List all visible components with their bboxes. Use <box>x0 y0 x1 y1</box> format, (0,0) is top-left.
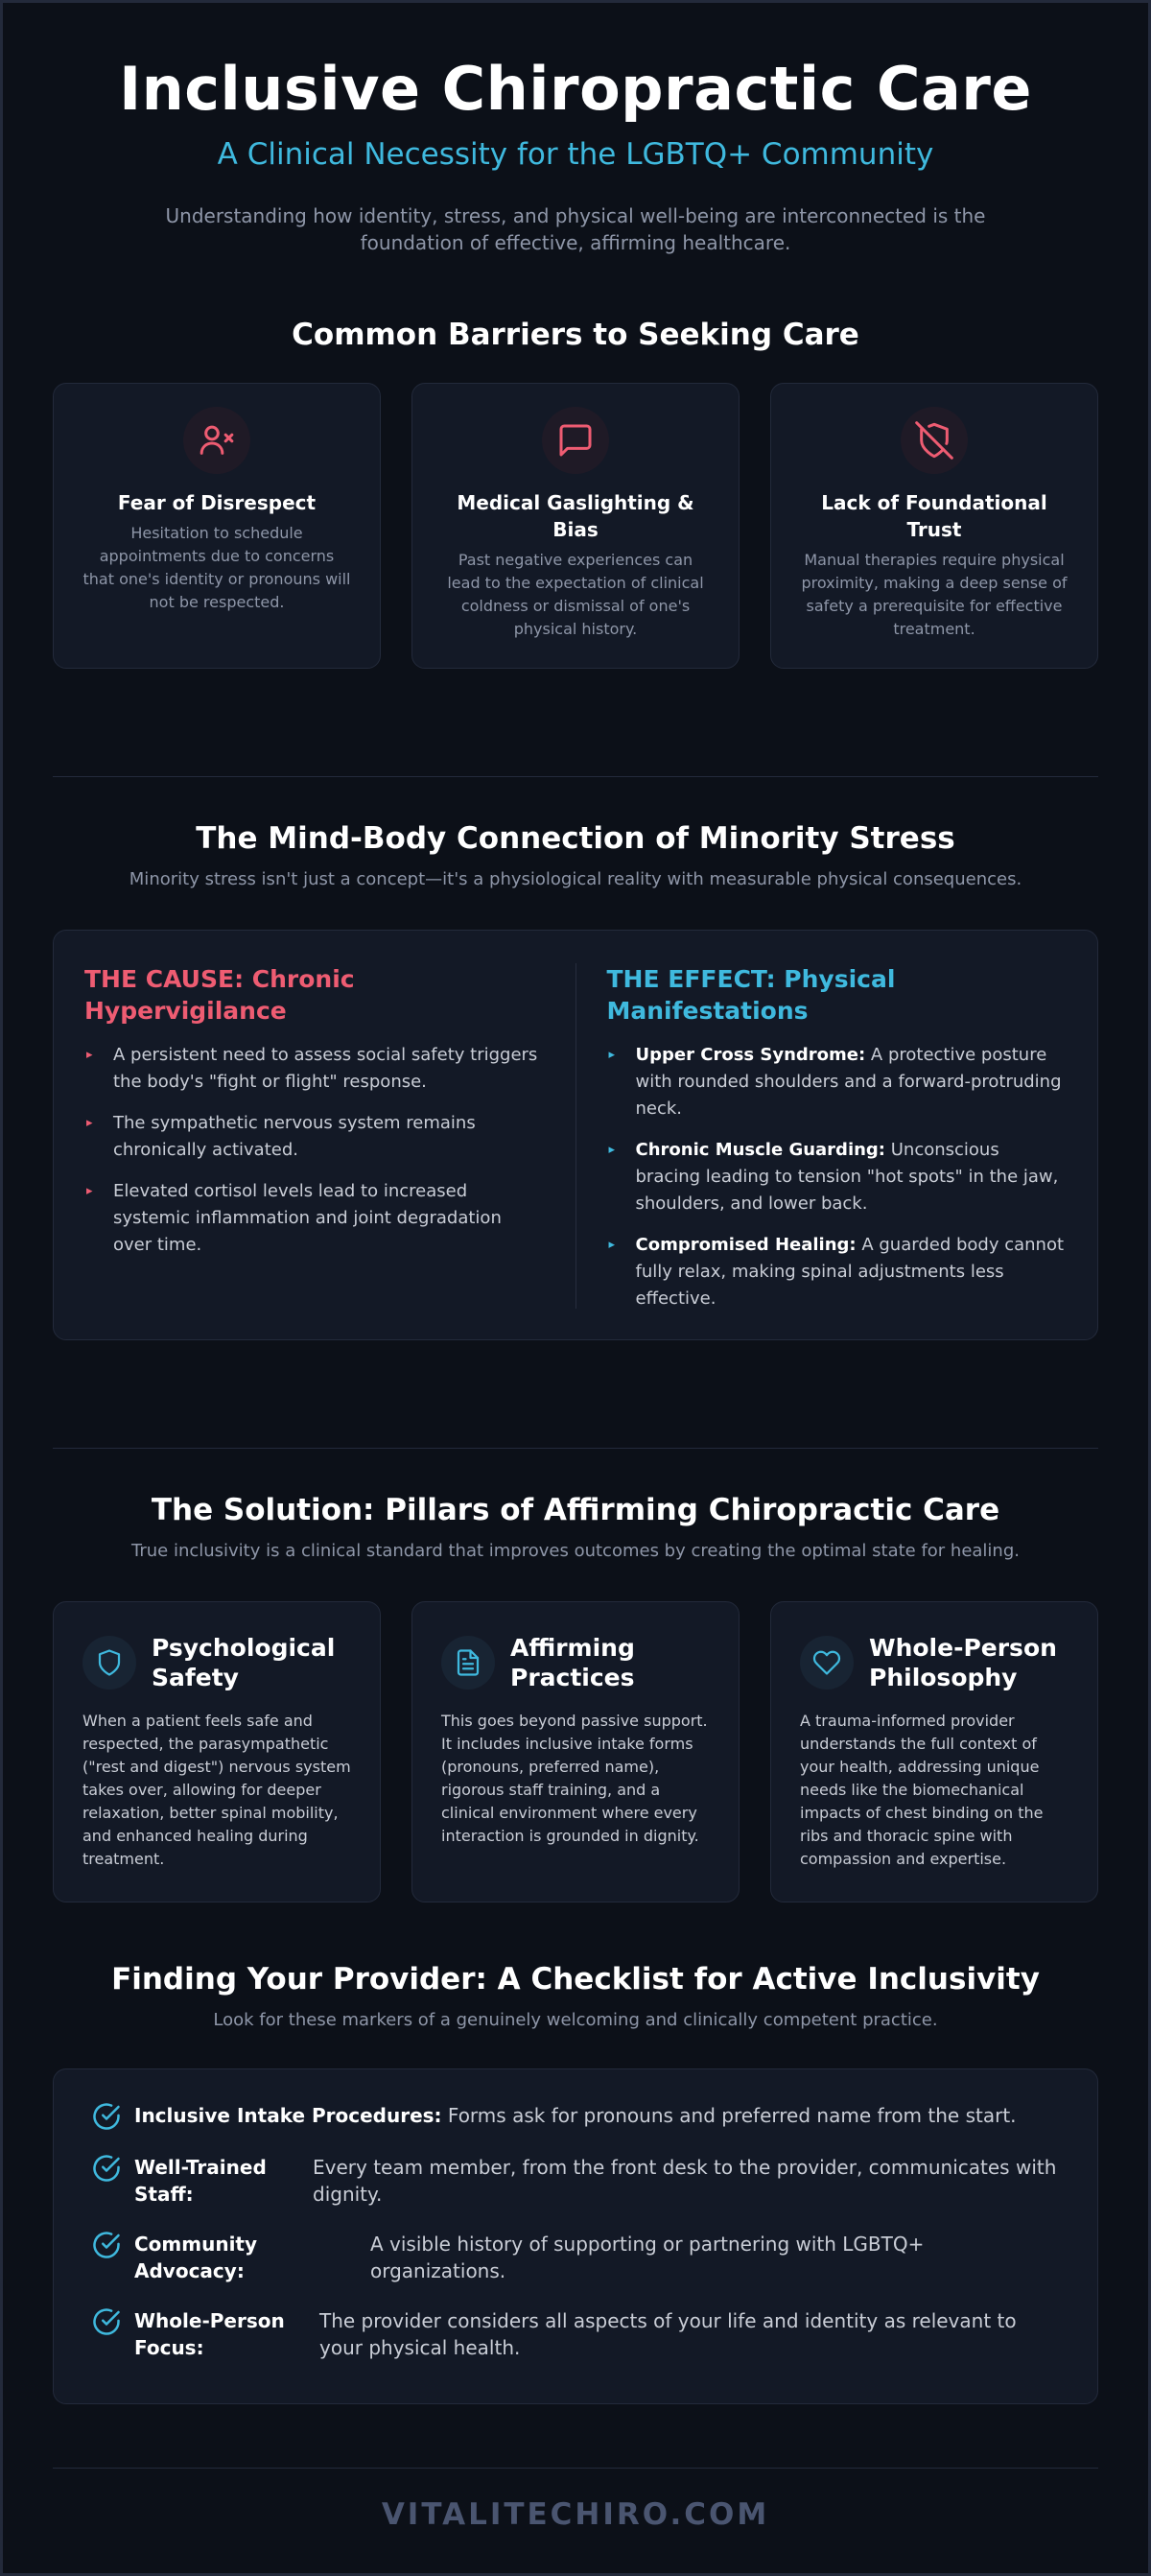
checklist-term: Well-Trained Staff: <box>134 2156 267 2206</box>
checklist-term: Whole-Person Focus: <box>134 2309 285 2359</box>
effect-term: Chronic Muscle Guarding: <box>635 1140 886 1160</box>
section-divider <box>53 776 1098 777</box>
page-title: Inclusive Chiropractic Care <box>119 54 1032 124</box>
checklist-text: A visible history of supporting or partnering with LGBTQ+ organizations. <box>370 2233 925 2282</box>
pillar-text: When a patient feels safe and respected, the parasympathetic ("rest and digest") nervous system takes over, allowing for deeper relaxation, better spinal mobility, and enhanced healing during treatment. <box>82 1712 351 1868</box>
effect-term: Upper Cross Syndrome: <box>635 1045 866 1065</box>
barriers-section <box>53 318 1098 669</box>
barriers-title: Common Barriers to Seeking Care <box>292 318 859 352</box>
list-item: ▸ A persistent need to assess social safety triggers the body's "fight or flight" response. <box>84 1042 545 1096</box>
barrier-card <box>770 383 1098 669</box>
barrier-text: Manual therapies require physical proximity, making a deep sense of safety a prerequisite for effective treatment. <box>801 551 1068 638</box>
check-circle-icon <box>92 2231 121 2259</box>
user-x-icon <box>183 407 250 474</box>
barrier-title: Lack of Foundational Trust <box>821 491 1047 541</box>
heart-icon <box>800 1636 854 1690</box>
checklist-term: Community Advocacy: <box>134 2233 258 2282</box>
cause-column <box>54 963 576 1309</box>
pillar-card <box>411 1601 740 1902</box>
checklist-title: Finding Your Provider: A Checklist for Active Inclusivity <box>111 1962 1040 1997</box>
checklist-item <box>92 2231 1059 2284</box>
bullet-icon: ▸ <box>608 1048 616 1062</box>
intro-text: Understanding how identity, stress, and physical well-being are interconnected is the foundation of effective, affirming healthcare. <box>165 204 986 254</box>
list-item: ▸ The sympathetic nervous system remains chronically activated. <box>84 1110 545 1164</box>
cause-title: THE CAUSE: Chronic Hypervigilance <box>84 965 355 1025</box>
checklist-text: Forms ask for pronouns and preferred name from the start. <box>447 2104 1017 2127</box>
pillar-title: Whole-Person Philosophy <box>869 1634 1057 1691</box>
checklist-card <box>53 2068 1098 2404</box>
barrier-text: Past negative experiences can lead to the expectation of clinical coldness or dismissal of one's physical history. <box>447 551 704 638</box>
checklist-item <box>92 2102 1059 2131</box>
pillar-title: Psychological Safety <box>152 1634 336 1691</box>
barrier-title: Medical Gaslighting & Bias <box>457 491 694 541</box>
checklist-subtitle: Look for these markers of a genuinely welcoming and clinically competent practice. <box>213 2010 938 2030</box>
pillar-text: A trauma-informed provider understands the full context of your health, addressing unique needs like the biomechanical impacts of chest binding on the ribs and thoracic spine with compassion and expertise. <box>800 1712 1044 1868</box>
message-square-icon <box>542 407 609 474</box>
list-item: ▸ Compromised Healing: A guarded body cannot fully relax, making spinal adjustments less effective. <box>607 1232 1068 1312</box>
checklist-term: Inclusive Intake Procedures: <box>134 2104 442 2127</box>
solution-section <box>53 1493 1098 1902</box>
checklist-text: Every team member, from the front desk to the provider, communicates with dignity. <box>313 2156 1057 2206</box>
footer-site[interactable]: VITALITECHIRO.COM <box>381 2497 770 2532</box>
mindbody-title: The Mind-Body Connection of Minority Stress <box>196 821 955 856</box>
barrier-card <box>53 383 381 669</box>
effect-term: Compromised Healing: <box>635 1235 857 1255</box>
bullet-icon: ▸ <box>86 1048 93 1062</box>
bullet-icon: ▸ <box>86 1184 93 1198</box>
bullet-icon: ▸ <box>608 1143 616 1157</box>
bullet-icon: ▸ <box>86 1116 93 1130</box>
shield-off-icon <box>901 407 968 474</box>
page-subtitle: A Clinical Necessity for the LGBTQ+ Community <box>217 137 934 172</box>
checklist-item <box>92 2154 1059 2208</box>
bullet-icon: ▸ <box>608 1238 616 1252</box>
mindbody-card <box>53 930 1098 1340</box>
effect-column <box>576 963 1098 1309</box>
check-circle-icon <box>92 2102 121 2131</box>
effect-list <box>607 1042 1068 1312</box>
solution-title: The Solution: Pillars of Affirming Chiropractic Care <box>151 1493 1000 1527</box>
mindbody-section <box>53 821 1098 1340</box>
list-item: ▸ Elevated cortisol levels lead to increased systemic inflammation and joint degradation over time. <box>84 1178 545 1259</box>
pillar-card <box>770 1601 1098 1902</box>
pillar-card <box>53 1601 381 1902</box>
check-circle-icon <box>92 2154 121 2183</box>
check-circle-icon <box>92 2307 121 2336</box>
pillar-title: Affirming Practices <box>510 1634 635 1691</box>
shield-icon <box>82 1636 136 1690</box>
barrier-title: Fear of Disrespect <box>117 491 317 514</box>
solution-subtitle: True inclusivity is a clinical standard that improves outcomes by creating the optimal state for healing. <box>130 1541 1020 1561</box>
effect-title: THE EFFECT: Physical Manifestations <box>606 965 896 1025</box>
mindbody-subtitle: Minority stress isn't just a concept—it's a physiological reality with measurable physical consequences. <box>129 869 1022 889</box>
checklist-text: The provider considers all aspects of your life and identity as relevant to your physical health. <box>319 2309 1017 2359</box>
section-divider <box>53 2468 1098 2469</box>
pillar-text: This goes beyond passive support. It includes inclusive intake forms (pronouns, preferred name), rigorous staff training, and a clinical environment where every interaction is grounded in dignity. <box>441 1712 708 1845</box>
hero <box>53 3 1098 256</box>
file-text-icon <box>441 1636 495 1690</box>
checklist-section <box>53 1962 1098 2404</box>
list-item: ▸ Chronic Muscle Guarding: Unconscious bracing leading to tension "hot spots" in the jaw, shoulders, and lower back. <box>607 1137 1068 1217</box>
section-divider <box>53 1448 1098 1449</box>
list-item: ▸ Upper Cross Syndrome: A protective posture with rounded shoulders and a forward-protruding neck. <box>607 1042 1068 1123</box>
barrier-text: Hesitation to schedule appointments due to concerns that one's identity or pronouns will not be respected. <box>82 524 351 611</box>
cause-list <box>84 1042 545 1259</box>
barrier-card <box>411 383 740 669</box>
checklist-item <box>92 2307 1059 2361</box>
